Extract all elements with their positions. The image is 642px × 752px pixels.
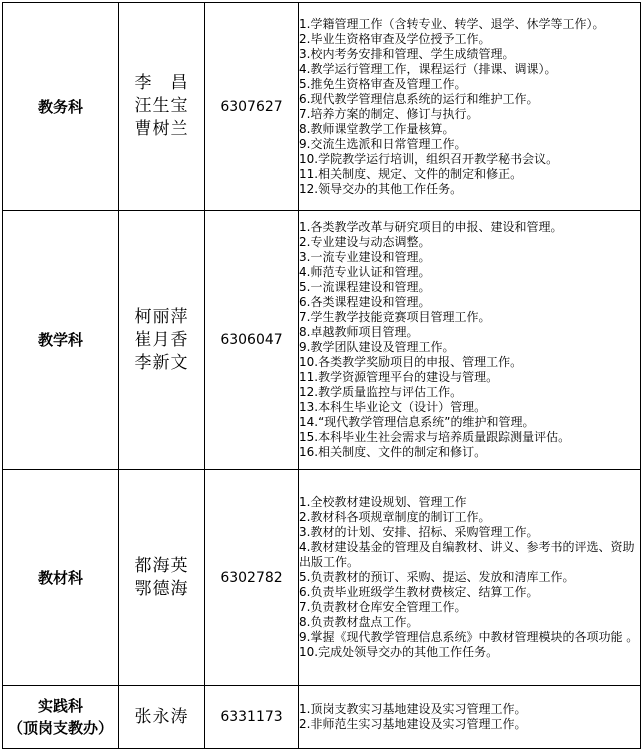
duty-item: 7.负责教材仓库安全管理工作。 — [299, 600, 467, 614]
duty-item: 3.校内考务安排和管理、学生成绩管理。 — [299, 46, 515, 61]
staff-name: 曹树兰 — [134, 119, 189, 139]
table-row — [3, 3, 641, 211]
duty-item: 2.教材科各项规章制度的制订工作。 — [299, 510, 491, 524]
staff-cell — [119, 3, 205, 211]
duty-item: 10.各类教学奖励项目的申报、管理工作。 — [299, 355, 523, 369]
duty-item: 9.掌握《现代教学管理信息系统》中教材管理模块的各项功能 。 — [299, 630, 639, 644]
department-duty-table — [2, 2, 641, 749]
table-body — [3, 3, 641, 749]
staff-name: 鄂德海 — [134, 578, 189, 599]
duty-item: 8.负责教材盘点工作。 — [299, 615, 419, 629]
phone-number-cell: 6302782 — [205, 470, 299, 686]
duty-item: 7.培养方案的制定、修订与执行。 — [299, 106, 479, 121]
duty-item: 9.教学团队建设及管理工作。 — [299, 340, 455, 354]
duty-item: 3.教材的计划、安排、招标、采购管理工作。 — [299, 525, 539, 539]
duty-item: 10.完成处领导交办的其他工作任务。 — [299, 645, 499, 659]
duty-item: 5.一流课程建设和管理。 — [299, 280, 431, 294]
department-name-cell — [3, 211, 119, 470]
staff-name: 李 昌 — [134, 73, 189, 93]
duty-item: 2.毕业生资格审查及学位授予工作。 — [299, 31, 491, 46]
staff-name: 李新文 — [134, 352, 189, 373]
staff-cell — [119, 686, 205, 749]
duty-item: 1.各类教学改革与研究项目的申报、建设和管理。 — [299, 220, 563, 234]
duty-item: 8.卓越教师项目管理。 — [299, 325, 419, 339]
duties-cell — [299, 470, 641, 686]
duty-item: 4.教材建设基金的管理及自编教材、讲义、参考书的评选、资助出版工作。 — [299, 540, 635, 569]
duty-item: 11.教学资源管理平台的建设与管理。 — [299, 370, 499, 384]
duty-item: 7.学生教学技能竞赛项目管理工作。 — [299, 310, 491, 324]
staff-name: 柯丽萍 — [134, 306, 189, 327]
phone-number-cell: 6307627 — [205, 3, 299, 211]
table-row — [3, 211, 641, 470]
duty-item: 12.教学质量监控与评估工作。 — [299, 385, 463, 399]
duty-item: 15.本科毕业生社会需求与培养质量跟踪测量评估。 — [299, 430, 571, 444]
staff-name: 都海英 — [134, 555, 189, 576]
department-name-cell — [3, 3, 119, 211]
duty-item: 14.“现代教学管理信息系统”的维护和管理。 — [299, 415, 535, 429]
duty-item: 16.相关制度、文件的制定和修订。 — [299, 445, 487, 459]
table-row — [3, 470, 641, 686]
department-name-cell — [3, 470, 119, 686]
phone-number-cell: 6306047 — [205, 211, 299, 470]
duty-item: 6.现代教学管理信息系统的运行和维护工作。 — [299, 91, 539, 106]
duty-item: 13.本科生毕业论文（设计）管理。 — [299, 400, 487, 414]
staff-cell — [119, 211, 205, 470]
duty-item: 5.负责教材的预订、采购、提运、发放和清库工作。 — [299, 570, 575, 584]
department-name-cell — [3, 686, 119, 749]
duty-item: 4.教学运行管理工作，课程运行（排课、调课）。 — [299, 61, 557, 76]
staff-name: 崔月香 — [134, 329, 189, 350]
duty-item: 3.一流专业建设和管理。 — [299, 250, 431, 264]
duty-item: 6.各类课程建设和管理。 — [299, 295, 431, 309]
staff-name: 张永涛 — [134, 706, 189, 727]
duty-item: 11.相关制度、规定、文件的制定和修正。 — [299, 166, 523, 181]
department-name: 教学科 — [37, 331, 83, 349]
department-name: 教务科 — [37, 97, 83, 116]
duties-cell — [299, 686, 641, 749]
duty-item: 1.顶岗支教实习基地建设及实习管理工作。 — [299, 702, 527, 716]
staff-name: 汪生宝 — [134, 96, 189, 116]
duty-item: 6.负责毕业班级学生教材费核定、结算工作。 — [299, 585, 539, 599]
duty-item: 12.领导交办的其他工作任务。 — [299, 181, 463, 196]
duty-item: 9.交流生选派和日常管理工作。 — [299, 136, 467, 151]
department-name: 实践科 — [37, 697, 83, 715]
phone-number-cell: 6331173 — [205, 686, 299, 749]
duty-item: 1.学籍管理工作（含转专业、转学、退学、休学等工作）。 — [299, 16, 605, 31]
duty-item: 8.教师课堂教学工作量核算。 — [299, 121, 455, 136]
duty-item: 2.专业建设与动态调整。 — [299, 235, 431, 249]
staff-cell — [119, 470, 205, 686]
department-name: （顶岗支教办） — [7, 719, 113, 737]
table-row — [3, 686, 641, 749]
duty-item: 10.学院教学运行培训，组织召开教学秘书会议。 — [299, 151, 559, 166]
duty-item: 2.非师范生实习基地建设及实习管理工作。 — [299, 717, 527, 731]
department-name: 教材科 — [37, 568, 83, 587]
duties-cell — [299, 3, 641, 211]
duty-item: 5.推免生资格审查及管理工作。 — [299, 76, 467, 91]
duty-item: 4.师范专业认证和管理。 — [299, 265, 431, 279]
duties-cell — [299, 211, 641, 470]
duty-item: 1.全校教材建设规划、管理工作 — [299, 495, 467, 509]
